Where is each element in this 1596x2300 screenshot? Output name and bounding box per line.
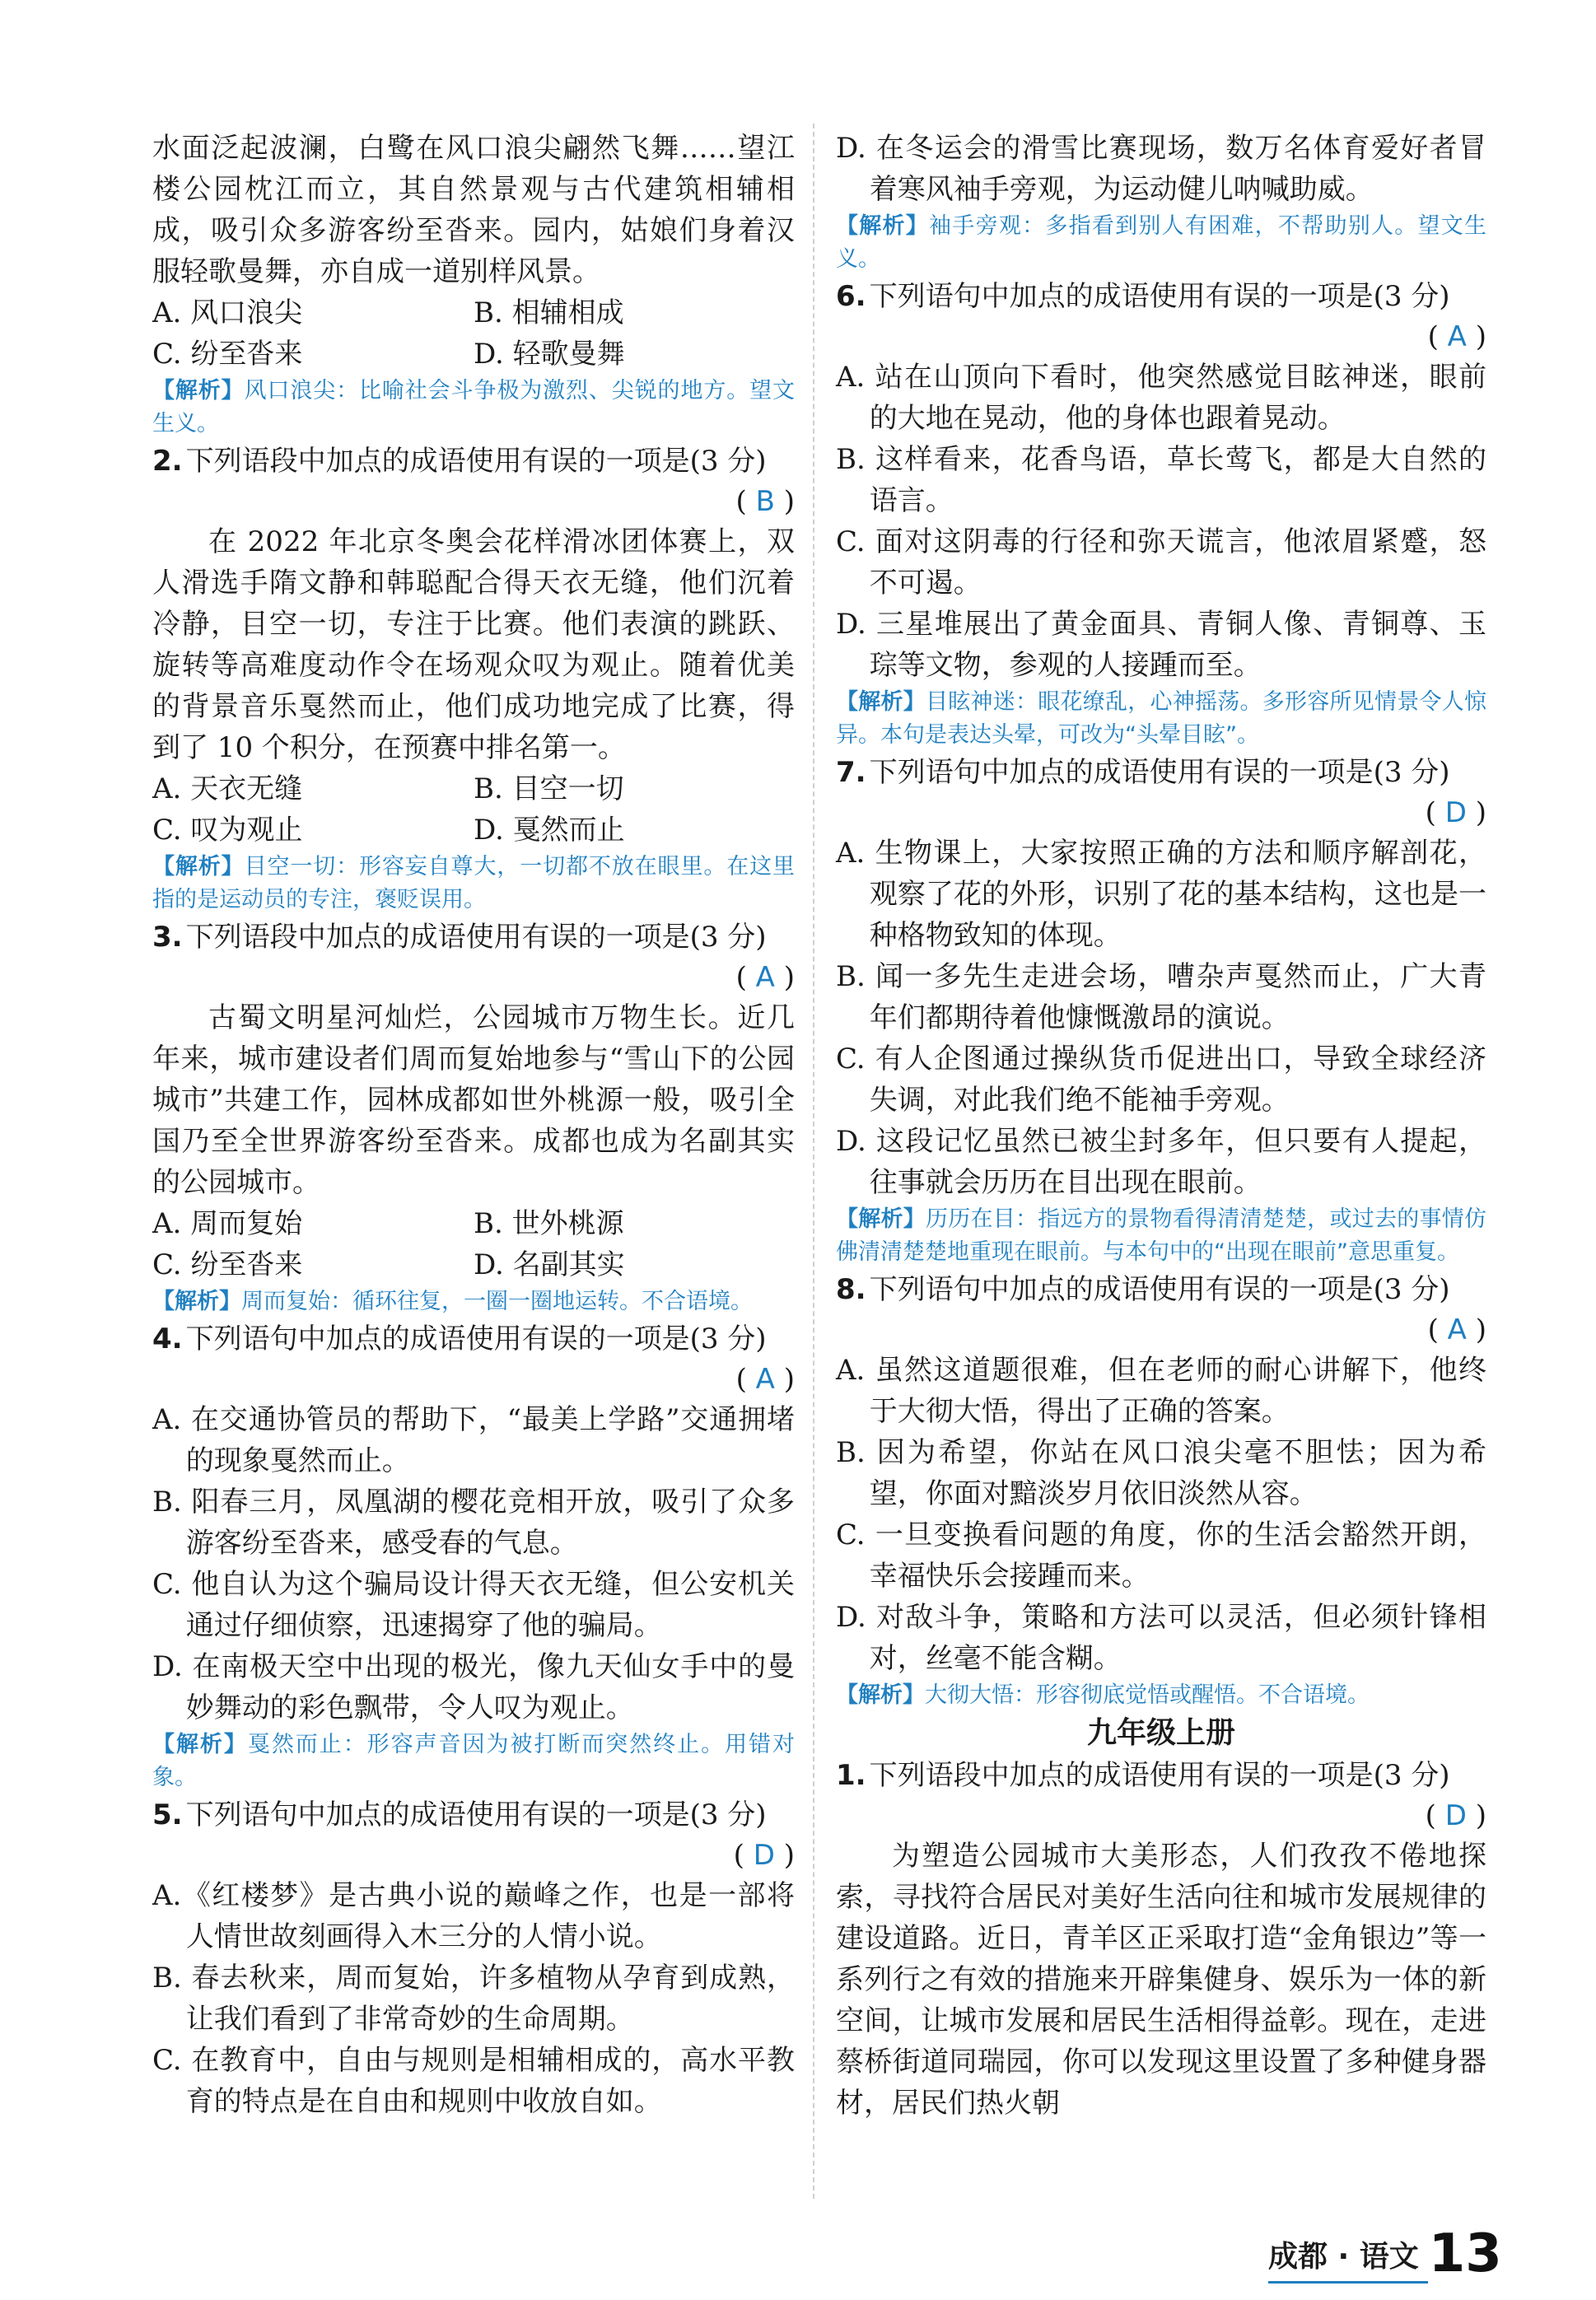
q4-stem: 4. 下列语句中加点的成语使用有误的一项是(3 分) <box>152 1323 767 1355</box>
q4-option-d: D. 在南极天空中出现的极光，像九天仙女手中的曼妙舞动的彩色飘带，令人叹为观止。 <box>152 1650 795 1724</box>
q8-option-d: D. 对敌斗争，策略和方法可以灵活，但必须针锋相对，丝毫不能含糊。 <box>836 1601 1486 1675</box>
q6-answer: ( A ) <box>1427 320 1486 353</box>
page-number: 13 <box>1428 2223 1502 2284</box>
q5-option-c: C. 在教育中，自由与规则是相辅相成的，高水平教育的特点是在自由和规则中收放自如。 <box>152 2044 795 2118</box>
left-column <box>152 128 795 2122</box>
q7-option-c: C. 有人企图通过操纵货币促进出口，导致全球经济失调，对此我们绝不能袖手旁观。 <box>836 1043 1486 1117</box>
option-d: D. 轻歌曼舞 <box>474 338 625 371</box>
q3-answer: ( A ) <box>735 961 795 994</box>
option-c: C. 叹为观止 <box>152 814 303 847</box>
q1-options-row1 <box>152 292 795 334</box>
q2-passage: 在 2022 年北京冬奥会花样滑冰团体赛上，双人滑选手隋文静和韩聪配合得天衣无缝，他们沉着冷静，目空一切，专注于比赛。他们表演的跳跃、旋转等高难度动作令在场观众叹为观止。随着优美的背景音乐戛然而止，他们成功地完成了比赛，得到了 10 个积分，在预赛中排名第一。 <box>152 525 795 764</box>
q2-analysis: 【解析】目空一切：形容妄自尊大，一切都不放在眼里。在这里指的是运动员的专注，褒贬误用。 <box>152 854 796 912</box>
n1-passage: 为塑造公园城市大美形态，人们孜孜不倦地探索，寻找符合居民对美好生活向往和城市发展规律的建设道路。近日，青羊区正采取打造“金角银边”等一系列行之有效的措施来开辟集健身、娱乐为一体的新空间，让城市发展和居民生活相得益彰。现在，走进蔡桥街道同瑞园，你可以发现这里设置了多种健身器材，居民们热火朝 <box>836 1840 1486 2120</box>
q2-stem: 2. 下列语段中加点的成语使用有误的一项是(3 分) <box>152 445 767 478</box>
q5-answer: ( D ) <box>733 1839 795 1872</box>
q6-option-b: B. 这样看来，花香鸟语，草长莺飞，都是大自然的语言。 <box>836 443 1486 517</box>
option-d: D. 名副其实 <box>474 1248 625 1281</box>
n1-answer: ( D ) <box>1425 1799 1486 1832</box>
q2-answer: ( B ) <box>735 485 795 518</box>
q3-options-row1 <box>152 1203 795 1244</box>
q5-analysis: 【解析】袖手旁观：多指看到别人有困难，不帮助别人。望文生义。 <box>836 213 1487 272</box>
q2-options-row2 <box>152 809 795 851</box>
q3-analysis: 【解析】周而复始：循环往复，一圈一圈地运转。不合语境。 <box>152 1289 753 1314</box>
q4-option-a: A. 在交通协管员的帮助下，“最美上学路”交通拥堵的现象戛然而止。 <box>152 1403 795 1477</box>
q7-analysis: 【解析】历历在目：指远方的景物看得清清楚楚，或过去的事情仿佛清清楚楚地重现在眼前。与本句中的“出现在眼前”意思重复。 <box>836 1206 1486 1265</box>
right-column <box>836 128 1486 2124</box>
option-b: B. 世外桃源 <box>474 1207 624 1240</box>
option-a: A. 天衣无缝 <box>152 772 303 805</box>
q6-option-d: D. 三星堆展出了黄金面具、青铜人像、青铜尊、玉琮等文物，参观的人接踵而至。 <box>836 608 1486 682</box>
q6-analysis: 【解析】目眩神迷：眼花缭乱，心神摇荡。多形容所见情景令人惊异。本句是表达头晕，可改为“头晕目眩”。 <box>836 689 1486 748</box>
q7-option-b: B. 闻一多先生走进会场，嘈杂声戛然而止，广大青年们都期待着他慷慨激昂的演说。 <box>836 960 1486 1034</box>
q5-option-d: D. 在冬运会的滑雪比赛现场，数万名体育爱好者冒着寒风袖手旁观，为运动健儿呐喊助威。 <box>836 132 1486 206</box>
section-title: 九年级上册 <box>1086 1716 1235 1750</box>
q8-option-c: C. 一旦变换看问题的角度，你的生活会豁然开朗，幸福快乐会接踵而来。 <box>836 1519 1486 1593</box>
q5-stem: 5. 下列语句中加点的成语使用有误的一项是(3 分) <box>152 1798 767 1831</box>
q3-options-row2 <box>152 1244 795 1285</box>
q1-passage-tail: 水面泛起波澜，白鹭在风口浪尖翩然飞舞……望江楼公园枕江而立，其自然景观与古代建筑相辅相成，吸引众多游客纷至沓来。园内，姑娘们身着汉服轻歌曼舞，亦自成一道别样风景。 <box>152 132 795 288</box>
option-a: A. 风口浪尖 <box>152 296 303 329</box>
q3-stem: 3. 下列语段中加点的成语使用有误的一项是(3 分) <box>152 921 767 954</box>
q8-stem: 8. 下列语句中加点的成语使用有误的一项是(3 分) <box>836 1273 1450 1306</box>
option-b: B. 相辅相成 <box>474 296 624 329</box>
q6-stem: 6. 下列语句中加点的成语使用有误的一项是(3 分) <box>836 280 1450 313</box>
q4-answer: ( A ) <box>735 1363 795 1396</box>
footer-label: 成都 · 语文 <box>1268 2240 1419 2274</box>
page-footer <box>1268 2223 1502 2284</box>
q6-option-a: A. 站在山顶向下看时，他突然感觉目眩神迷，眼前的大地在晃动，他的身体也跟着晃动。 <box>836 361 1486 435</box>
q8-analysis: 【解析】大彻大悟：形容彻底觉悟或醒悟。不合语境。 <box>836 1682 1370 1708</box>
footer-underline <box>1268 2281 1428 2284</box>
option-c: C. 纷至沓来 <box>152 338 303 371</box>
q8-answer: ( A ) <box>1427 1313 1486 1346</box>
option-c: C. 纷至沓来 <box>152 1248 303 1281</box>
q7-stem: 7. 下列语句中加点的成语使用有误的一项是(3 分) <box>836 756 1450 789</box>
q4-analysis: 【解析】戛然而止：形容声音因为被打断而突然终止。用错对象。 <box>152 1732 796 1790</box>
option-d: D. 戛然而止 <box>474 814 625 847</box>
q4-option-c: C. 他自认为这个骗局设计得天衣无缝，但公安机关通过仔细侦察，迅速揭穿了他的骗局。 <box>152 1568 795 1642</box>
q8-option-a: A. 虽然这道题很难，但在老师的耐心讲解下，他终于大彻大悟，得出了正确的答案。 <box>836 1354 1486 1428</box>
q5-option-b: B. 春去秋来，周而复始，许多植物从孕育到成熟，让我们看到了非常奇妙的生命周期。 <box>152 1962 795 2036</box>
column-divider <box>813 124 814 2199</box>
q1-analysis: 【解析】风口浪尖：比喻社会斗争极为激烈、尖锐的地方。望文生义。 <box>152 378 796 436</box>
q4-option-b: B. 阳春三月，凤凰湖的樱花竞相开放，吸引了众多游客纷至沓来，感受春的气息。 <box>152 1486 795 1560</box>
q2-options-row1 <box>152 768 795 809</box>
q3-passage: 古蜀文明星河灿烂，公园城市万物生长。近几年来，城市建设者们周而复始地参与“雪山下的公园城市”共建工作，园林成都如世外桃源一般，吸引全国乃至全世界游客纷至沓来。成都也成为名副其实的公园城市。 <box>152 1001 795 1199</box>
q6-option-c: C. 面对这阴毒的行径和弥天谎言，他浓眉紧蹙，怒不可遏。 <box>836 525 1486 599</box>
n1-stem: 1. 下列语段中加点的成语使用有误的一项是(3 分) <box>836 1759 1450 1792</box>
q5-option-a: A.《红楼梦》是古典小说的巅峰之作，也是一部将人情世故刻画得入木三分的人情小说。 <box>152 1879 795 1953</box>
q1-options-row2 <box>152 334 795 375</box>
q7-answer: ( D ) <box>1425 796 1486 829</box>
q8-option-b: B. 因为希望，你站在风口浪尖毫不胆怯；因为希望，你面对黯淡岁月依旧淡然从容。 <box>836 1436 1486 1510</box>
option-a: A. 周而复始 <box>152 1207 303 1240</box>
q7-option-a: A. 生物课上，大家按照正确的方法和顺序解剖花，观察了花的外形，识别了花的基本结构，这也是一种格物致知的体现。 <box>836 837 1486 952</box>
option-b: B. 目空一切 <box>474 772 624 805</box>
q7-option-d: D. 这段记忆虽然已被尘封多年，但只要有人提起，往事就会历历在目出现在眼前。 <box>836 1125 1486 1199</box>
